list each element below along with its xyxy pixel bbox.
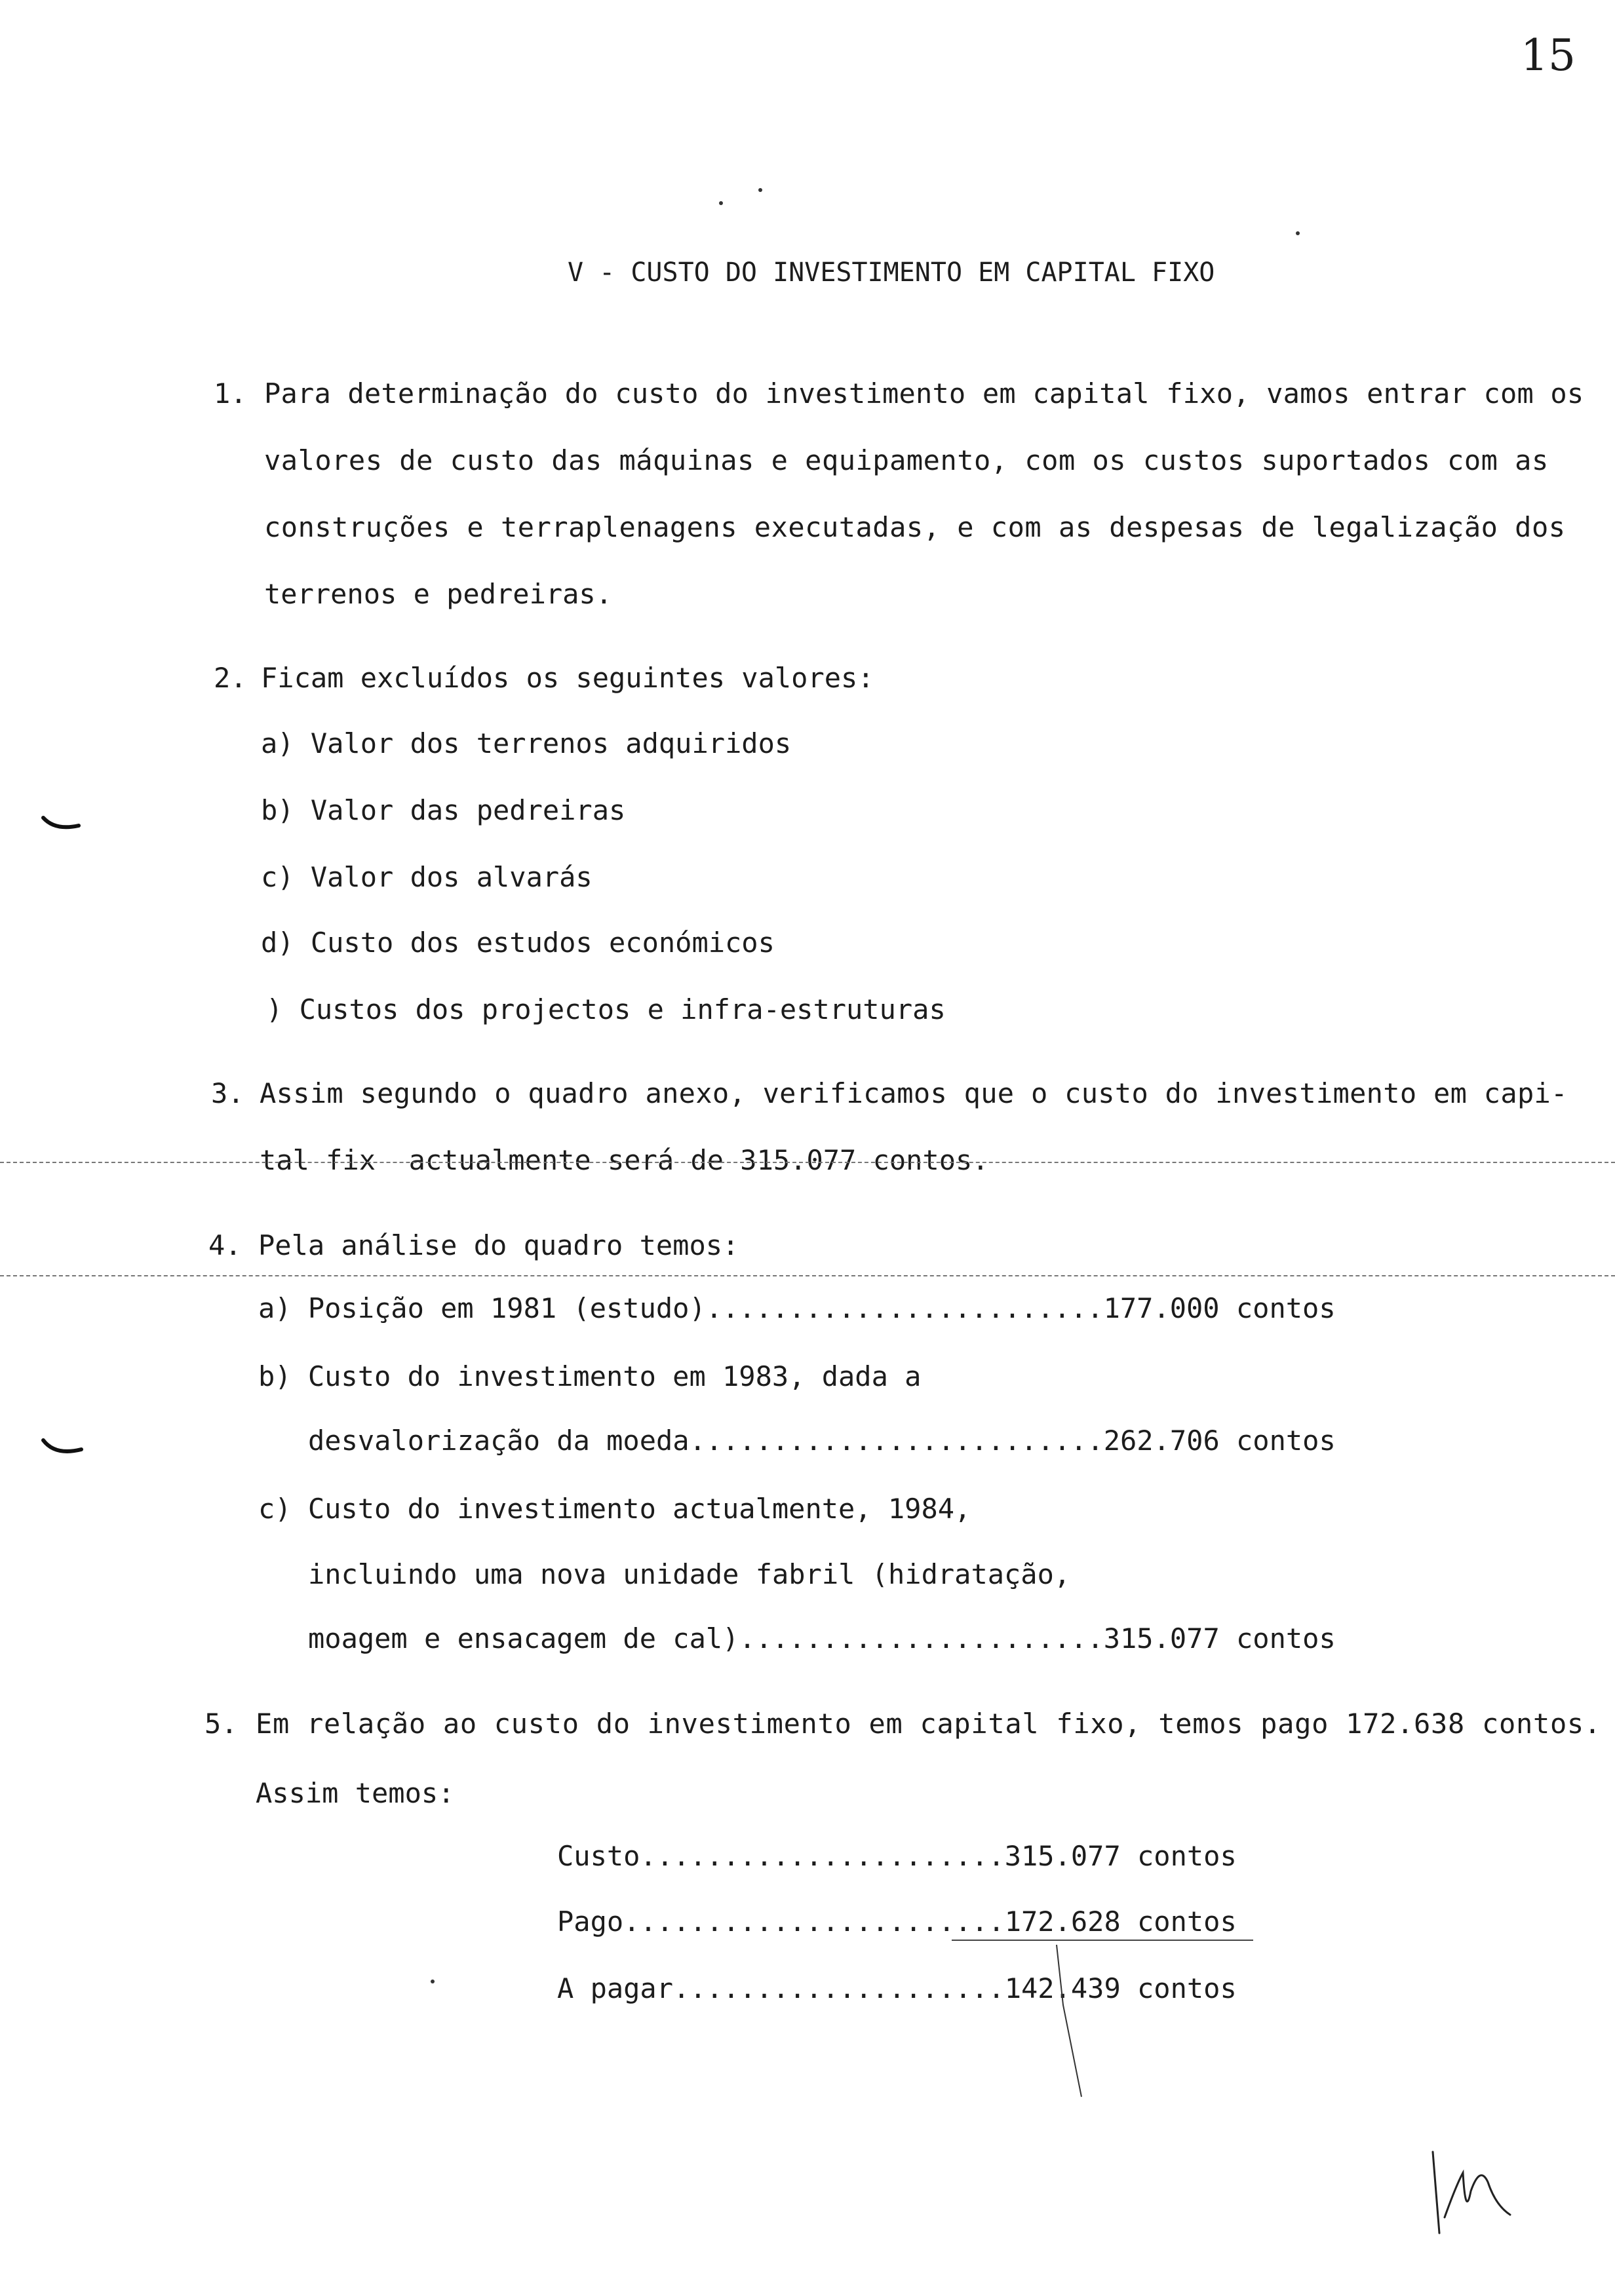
item-4-b-line-1: b) Custo do investimento em 1983, dada a — [258, 1360, 922, 1392]
item-4-intro: Pela análise do quadro temos: — [258, 1229, 739, 1261]
item-4-c-line-1: c) Custo do investimento actualmente, 1984, — [258, 1493, 971, 1525]
summary-custo: Custo......................315.077 contos — [557, 1840, 1237, 1872]
ink-dot — [758, 188, 762, 192]
item-3-line-1: Assim segundo o quadro anexo, verificamos que o custo do investimento em capi- — [260, 1077, 1568, 1109]
item-4-c-line-3: moagem e ensacagem de cal)......................315.077 contos — [308, 1622, 1336, 1655]
item-1-line-3: construções e terraplenagens executadas, e com as despesas de legalização dos — [264, 511, 1566, 543]
item-4-number: 4. — [208, 1229, 242, 1261]
item-2-sub-e: ) Custos dos projectos e infra-estruturas — [266, 993, 946, 1025]
section-title: V - CUSTO DO INVESTIMENTO EM CAPITAL FIXO — [568, 258, 1215, 288]
item-5-line-1: Em relação ao custo do investimento em capital fixo, temos pago 172.638 contos. — [256, 1708, 1601, 1740]
page-number: 15 — [1521, 30, 1576, 81]
signature-initials — [1433, 2152, 1510, 2233]
item-4-a: a) Posição em 1981 (estudo)........................177.000 contos — [258, 1292, 1336, 1324]
item-2-intro: Ficam excluídos os seguintes valores: — [261, 662, 874, 694]
item-1-line-1: Para determinação do custo do investimento em capital fixo, vamos entrar com os — [264, 377, 1584, 410]
item-2-sub-b: b) Valor das pedreiras — [261, 794, 626, 826]
item-2-number: 2. — [214, 662, 247, 694]
margin-tick-2 — [43, 1440, 81, 1451]
ink-dot — [719, 201, 723, 205]
item-2-sub-c: c) Valor dos alvarás — [261, 861, 593, 893]
ink-dot — [1296, 231, 1300, 235]
item-5-number: 5. — [204, 1708, 238, 1740]
item-2-sub-d: d) Custo dos estudos económicos — [261, 927, 775, 959]
item-4-b-line-2: desvalorização da moeda.........................262.706 contos — [308, 1425, 1336, 1457]
item-5-line-2: Assim temos: — [256, 1777, 455, 1809]
item-1-line-4: terrenos e pedreiras. — [264, 578, 613, 610]
item-3-line-2: tal fix actualmente será de 315.077 contos. — [260, 1144, 989, 1176]
pen-stroke — [1057, 1945, 1081, 2097]
item-1-number: 1. — [214, 377, 247, 410]
item-3-number: 3. — [211, 1077, 244, 1109]
summary-pago: Pago.......................172.628 contos — [557, 1905, 1237, 1938]
summary-a-pagar: A pagar....................142.439 contos — [557, 1972, 1237, 2004]
margin-tick-1 — [43, 818, 79, 827]
ink-dot — [431, 1980, 435, 1983]
item-2-sub-a: a) Valor dos terrenos adquiridos — [261, 727, 792, 759]
item-4-c-line-2: incluindo uma nova unidade fabril (hidratação, — [308, 1558, 1071, 1590]
item-1-line-2: valores de custo das máquinas e equipamento, com os custos suportados com as — [264, 444, 1549, 476]
